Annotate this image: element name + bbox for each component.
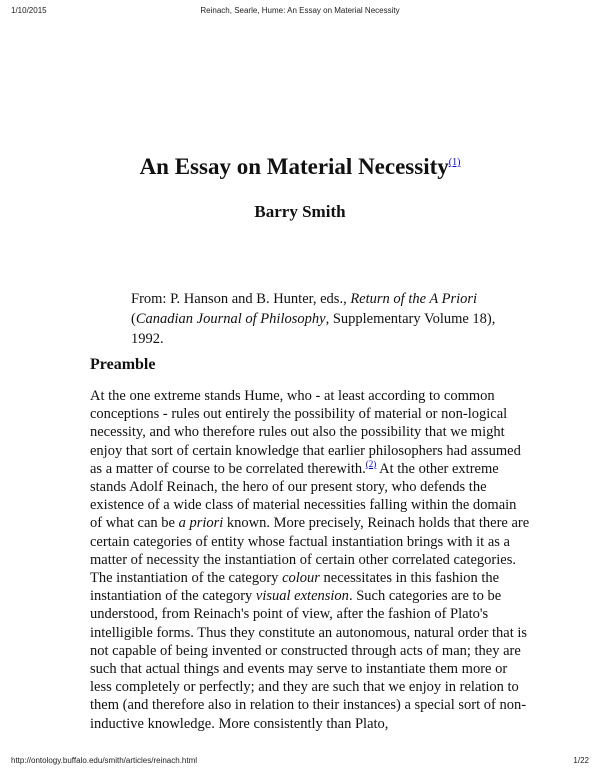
page-number: 1/22 bbox=[573, 756, 589, 765]
source-suffix: , Supplementary Volume 18), 1992. bbox=[131, 311, 496, 347]
author-name: Barry Smith bbox=[254, 202, 346, 221]
document-title-text: An Essay on Material Necessity bbox=[139, 154, 449, 179]
source-book-title: Return of the A Priori bbox=[350, 291, 478, 307]
print-footer bbox=[11, 756, 589, 768]
paragraph-part-1: At the one extreme stands Hume, who - at least according to common conceptions - rules out entirely the possibility of material or non-logical necessity, and who therefore rules out also the possibility that we might enjoy that sort of certain knowledge that earlier philosophers had assumed as a matter of course to be correlated therewith. bbox=[90, 388, 521, 477]
print-header bbox=[11, 6, 589, 18]
paragraph-part-5: . Such categories are to be understood, from Reinach's point of view, after the fashion of Plato's intelligible forms. Thus they constitute an autonomous, natural order that is not capable of being invented or constructed through acts of man; they are such that actual things and events may serve to instantiate them more or less completely or perfectly; and they are such that we enjoy in relation to them (and therefore also in relation to their instances) a special sort of non-inductive knowledge. More consistently than Plato, bbox=[90, 588, 528, 732]
source-prefix: From: P. Hanson and B. Hunter, eds., bbox=[131, 291, 351, 307]
paragraph-part-3: known. More precisely, Reinach holds that there are certain categories of entity whose factual instantiation brings with it as a matter of necessity the instantiation of certain other correlated categories. The instantiation of the category bbox=[90, 515, 530, 587]
footnote-1-link[interactable]: (1) bbox=[448, 157, 461, 168]
source-citation bbox=[131, 289, 501, 349]
print-url: http://ontology.buffalo.edu/smith/articles/reinach.html bbox=[11, 756, 198, 765]
document-title bbox=[0, 154, 600, 180]
print-date: 1/10/2015 bbox=[11, 6, 47, 15]
paragraph-part-4: necessitates in this fashion the instantiation of the category bbox=[90, 570, 500, 605]
print-page-title: Reinach, Searle, Hume: An Essay on Material Necessity bbox=[200, 6, 400, 15]
body-paragraph bbox=[90, 387, 530, 733]
footnote-2-link[interactable]: (2) bbox=[365, 458, 377, 469]
emphasis-a-priori: a priori bbox=[178, 515, 224, 532]
section-heading-preamble: Preamble bbox=[90, 356, 156, 373]
emphasis-colour: colour bbox=[282, 570, 320, 587]
source-journal: Canadian Journal of Philosophy bbox=[135, 311, 326, 327]
paragraph-part-2: At the other extreme stands Adolf Reinach, the hero of our present story, who defends the existence of a wide class of material necessities falling within the domain of what can be bbox=[90, 460, 517, 532]
emphasis-visual-extension: visual extension bbox=[255, 588, 349, 605]
source-paren: ( bbox=[131, 311, 136, 327]
